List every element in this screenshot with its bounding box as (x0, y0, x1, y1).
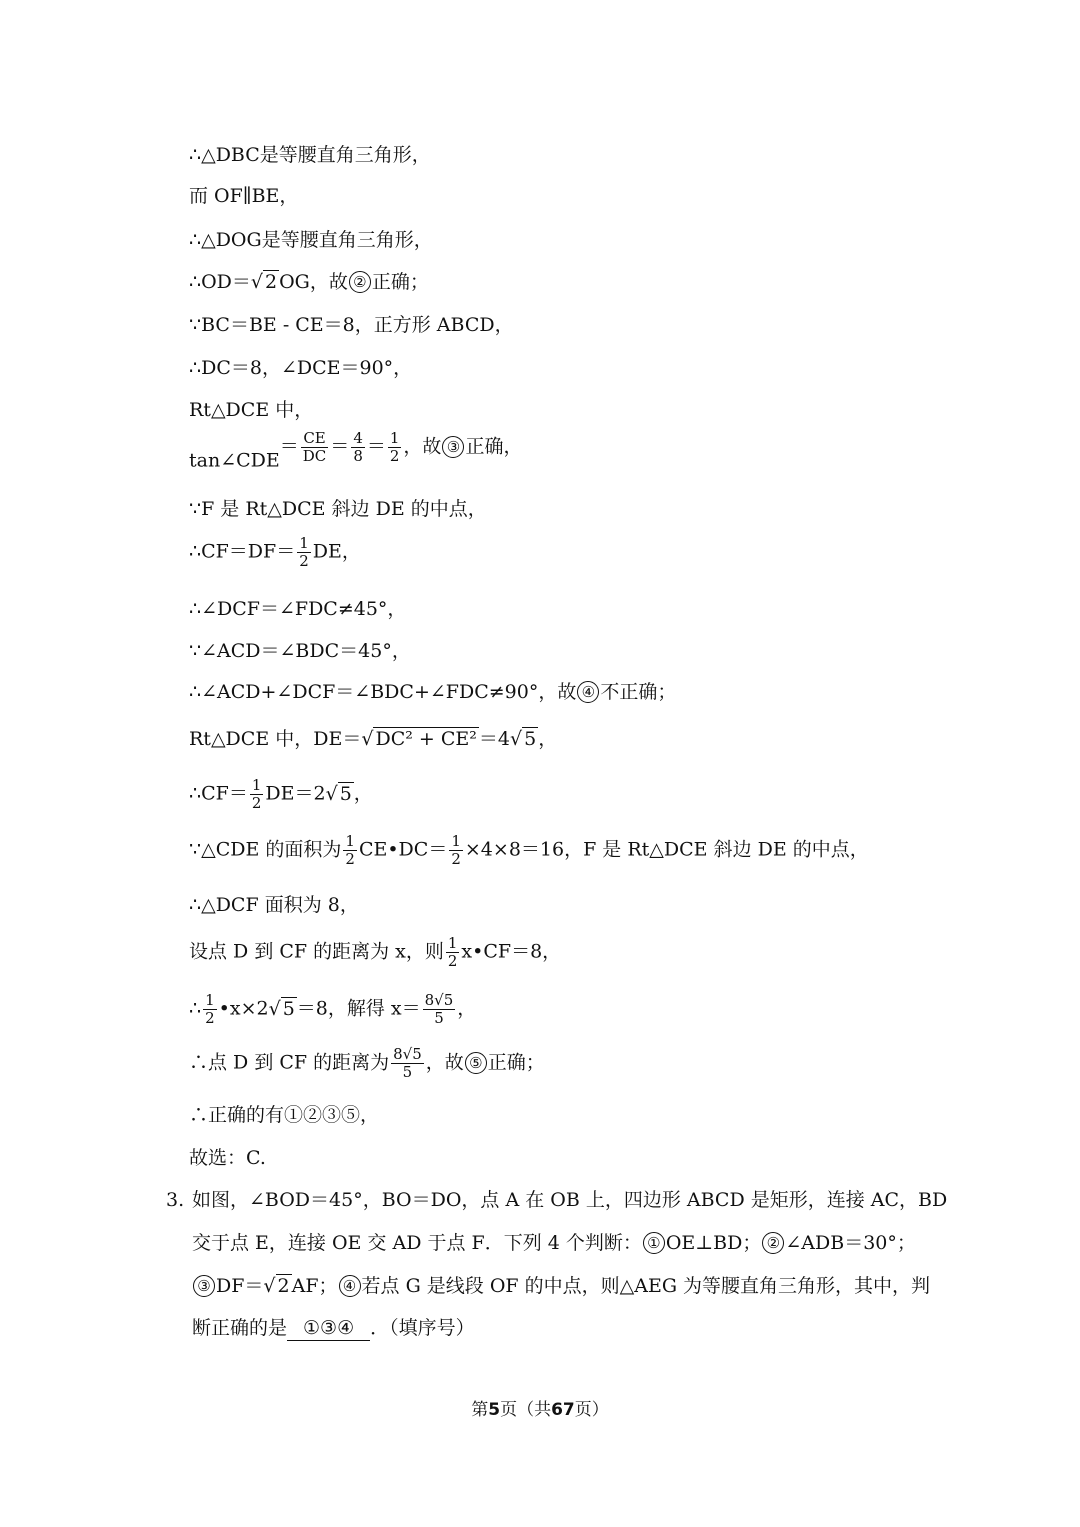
solution-line-1: ∴△DBC是等腰直角三角形， (189, 144, 431, 166)
fraction: $\frac{1}{2}$ (447, 934, 458, 970)
solution-line-5: ∵BC＝BE - CE＝8，正方形 ABCD， (189, 314, 514, 336)
circled-number: ① (643, 1232, 665, 1254)
solution-line-20: ∴点 D 到 CF 的距离为 $\frac{8√5}{5}$ ，故 ⑤ 正确； (189, 1045, 545, 1081)
circled-number: ② (762, 1232, 784, 1254)
sqrt-expression: √ 5 (268, 997, 295, 1020)
fraction: $\frac{8√5}{5}$ (424, 991, 454, 1027)
circled-number: ③ (442, 436, 464, 458)
sqrt-expression: √ 5 (325, 782, 352, 805)
sqrt-expression: √ 2 (263, 1275, 290, 1297)
solution-line-12: ∵∠ACD＝∠BDC＝45°， (189, 640, 411, 662)
fraction: $\frac{1}{2}$ (251, 776, 262, 812)
question-line-1: 如图，∠BOD＝45°，BO＝DO，点 A 在 OB 上，四边形 ABCD 是矩形，连接 AC，BD (192, 1189, 948, 1211)
circled-number: ④ (577, 681, 599, 703)
solution-line-21: ∴正确的有①②③⑤， (189, 1104, 380, 1126)
fraction: $\frac{8√5}{5}$ (393, 1045, 422, 1081)
sqrt-expression: √ 2 (250, 271, 278, 293)
solution-line-17: ∴△DCF 面积为 8， (189, 894, 359, 916)
sqrt-expression: √ 5 (509, 728, 537, 750)
fraction: $\frac{1}{2}$ (345, 832, 355, 868)
solution-line-8: tan∠CDE＝ $\frac{CE}{DC}$ ＝ $\frac{4}{8}$ ＝ $\frac{1}{2}$ ，故 ③ 正确， (189, 429, 523, 472)
circled-number: ③ (193, 1275, 215, 1297)
sqrt-expression: √ DC² + CE² (361, 728, 477, 750)
solution-line-7: Rt△DCE 中， (189, 399, 314, 421)
solution-line-6: ∴DC＝8，∠DCE＝90°， (189, 357, 413, 379)
solution-line-15: ∴CF＝ $\frac{1}{2}$ DE＝2√ 5 ， (189, 776, 373, 812)
answer-list: ①②③⑤ (284, 1104, 361, 1126)
circled-number: ④ (339, 1275, 361, 1297)
fraction: $\frac{1}{2}$ (299, 534, 309, 570)
solution-line-10: ∴CF＝DF＝ $\frac{1}{2}$ DE， (189, 534, 361, 570)
solution-line-22: 故选：C. (189, 1147, 266, 1169)
solution-line-11: ∴∠DCF＝∠FDC≠45°， (189, 598, 407, 620)
solution-line-9: ∵F 是 Rt△DCE 斜边 DE 的中点， (189, 498, 487, 520)
solution-line-18: 设点 D 到 CF 的距离为 x，则 $\frac{1}{2}$ x•CF＝8， (189, 934, 562, 970)
page-number: 5 (488, 1400, 501, 1420)
solution-line-3: ∴△DOG是等腰直角三角形， (189, 229, 433, 251)
solution-line-4: ∴OD＝√ 2 OG，故 ② 正确； (189, 271, 429, 293)
fraction: $\frac{1}{2}$ (205, 991, 215, 1027)
circled-number: ② (349, 271, 371, 293)
solution-line-14: Rt△DCE 中，DE＝√ DC² + CE² ＝4√ 5 ， (189, 728, 558, 750)
answer-blank: ①③④ (287, 1316, 370, 1341)
fraction: $\frac{4}{8}$ (353, 429, 363, 465)
question-line-2: 交于点 E，连接 OE 交 AD 于点 F．下列 4 个判断： ① OE⊥BD； ② ∠ADB＝30°； (192, 1232, 916, 1254)
solution-line-13: ∴∠ACD+∠DCF＝∠BDC+∠FDC≠90°，故 ④ 不正确； (189, 681, 677, 703)
fraction: $\frac{1}{2}$ (451, 832, 461, 868)
question-line-3: ③ DF＝√ 2 AF； ④ 若点 G 是线段 OF 的中点，则△AEG 为等腰直角三角形，其中，判 (192, 1274, 930, 1298)
question-line-4: 断正确的是 ①③④ ．（填序号） (192, 1317, 475, 1339)
solution-line-19: ∴ $\frac{1}{2}$ •x×2√ 5 ＝8，解得 x＝ $\frac{8√5}{5}$ ， (189, 991, 477, 1027)
total-pages: 67 (551, 1400, 575, 1420)
question-number: 3. (166, 1189, 185, 1211)
page-footer: 第5页（共67页） (471, 1400, 609, 1420)
solution-line-16: ∵△CDE 的面积为 $\frac{1}{2}$ CE•DC＝ $\frac{1}{2}$ ×4×8＝16，F 是 Rt△DCE 斜边 DE 的中点， (189, 832, 869, 868)
circled-number: ⑤ (465, 1052, 487, 1074)
fraction: $\frac{1}{2}$ (389, 429, 400, 465)
fraction: $\frac{CE}{DC}$ (302, 429, 327, 465)
solution-line-2: 而 OF∥BE， (189, 185, 299, 207)
